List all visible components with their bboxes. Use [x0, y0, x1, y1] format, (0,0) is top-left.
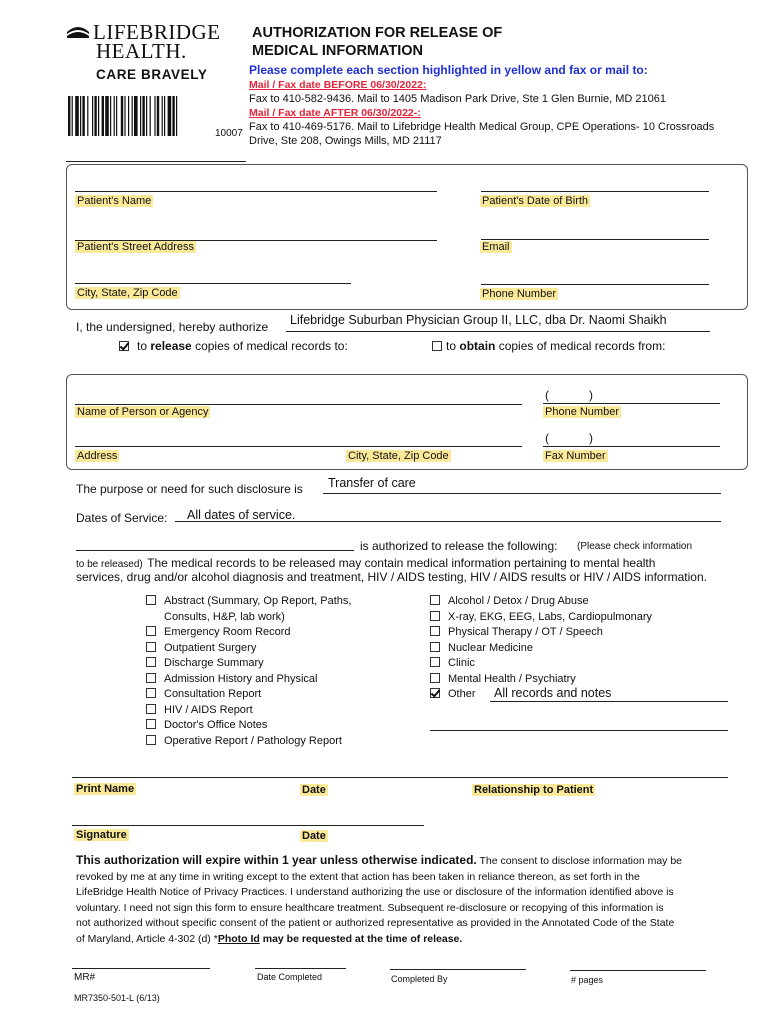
- legal-line3: LifeBridge Health Notice of Privacy Practices. I understand authorizing the use or disclosure of the information identified above is: [76, 886, 674, 898]
- after-date-address-1: Fax to 410-469-5176. Mail to Lifebridge Health Medical Group, CPE Operations- 10 Crossroads: [249, 121, 715, 133]
- mr-line: [72, 968, 210, 969]
- record-left-item[interactable]: [146, 595, 351, 611]
- record-left-label: Abstract (Summary, Op Report, Paths,: [164, 595, 352, 607]
- record-left-checkbox[interactable]: [146, 719, 156, 729]
- legal-line1: The consent to disclose information may be: [479, 855, 683, 867]
- other-line-2: [430, 730, 728, 731]
- obtain-checkbox[interactable]: [432, 341, 442, 351]
- obtain-option[interactable]: [432, 339, 665, 353]
- record-right-checkbox[interactable]: [430, 688, 440, 698]
- release-option[interactable]: [119, 339, 348, 353]
- record-right-item[interactable]: [430, 595, 652, 611]
- obtain-post: copies of medical records from:: [498, 339, 666, 353]
- barcode: [68, 96, 218, 136]
- date-label-2: Date: [302, 830, 326, 842]
- relationship-label: Relationship to Patient: [474, 784, 594, 796]
- record-left-label: Admission History and Physical: [164, 672, 318, 685]
- other-value[interactable]: All records and notes: [494, 686, 612, 700]
- lifebridge-logo-icon: [66, 23, 90, 39]
- date-label-1: Date: [302, 784, 326, 796]
- record-right-label: Nuclear Medicine: [448, 641, 533, 654]
- record-left-checkbox[interactable]: [146, 704, 156, 714]
- record-right-checkbox[interactable]: [430, 611, 440, 621]
- recipient-phone-label: Phone Number: [545, 406, 619, 418]
- logo: [66, 20, 226, 88]
- phone-paren-close: ): [589, 388, 593, 402]
- record-left-label: Operative Report / Pathology Report: [164, 734, 342, 747]
- release-sentence-2: services, drug and/or alcohol diagnosis and treatment, HIV / AIDS testing, HIV / AIDS results or HIV / AIDS information.: [76, 570, 707, 584]
- record-left-item[interactable]: [146, 626, 351, 642]
- patient-name-input[interactable]: [75, 191, 437, 192]
- print-name-label: Print Name: [76, 783, 135, 795]
- legal-line5: not authorized without specific consent of the patient or authorized representative as provided in the Annotated Code of the State: [76, 917, 675, 929]
- record-left-label: Doctor's Office Notes: [164, 719, 268, 731]
- purpose-value[interactable]: Transfer of care: [328, 476, 416, 490]
- logo-line1: LIFEBRIDGE: [93, 20, 221, 44]
- logo-divider: [66, 161, 246, 162]
- date-completed-label: Date Completed: [257, 972, 323, 982]
- completed-by-label: Completed By: [391, 974, 448, 984]
- legal-bold-lead: This authorization will expire within 1 year unless otherwise indicated.: [76, 853, 477, 867]
- signature-label: Signature: [76, 829, 127, 841]
- pages-line: [570, 970, 706, 971]
- patient-city-label: City, State, Zip Code: [77, 287, 178, 299]
- record-left-item[interactable]: [146, 657, 351, 673]
- record-left-checkbox[interactable]: [146, 657, 156, 667]
- patient-name-label: Patient's Name: [77, 195, 152, 207]
- recipient-address-label: Address: [77, 450, 118, 462]
- patient-phone-input[interactable]: [481, 284, 709, 285]
- release-post: copies of medical records to:: [195, 339, 348, 353]
- recipient-city-label: City, State, Zip Code: [348, 450, 449, 462]
- record-right-checkbox[interactable]: [430, 626, 440, 636]
- authorize-line: [286, 331, 710, 332]
- date-completed-line: [255, 968, 346, 969]
- record-left-item[interactable]: [146, 719, 351, 735]
- record-left-checkbox[interactable]: [146, 642, 156, 652]
- pages-label: # pages: [571, 975, 604, 985]
- signature-line[interactable]: [72, 825, 424, 826]
- record-right-checkbox[interactable]: [430, 595, 440, 605]
- barcode-number: 10007: [215, 128, 243, 139]
- record-right-item[interactable]: [430, 657, 652, 673]
- record-right-item[interactable]: [430, 626, 652, 642]
- patient-city-input[interactable]: [75, 283, 351, 284]
- recipient-name-input[interactable]: [75, 404, 522, 405]
- record-right-label: Clinic: [448, 657, 475, 669]
- legal-line2: revoked by me at any time in writing except to the extent that action has been taken in reliance thereon, as set forth in the: [76, 870, 640, 883]
- other-line-1: [490, 701, 728, 702]
- record-left-label: Outpatient Surgery: [164, 641, 257, 654]
- record-left-checkbox[interactable]: [146, 595, 156, 605]
- record-left-label: HIV / AIDS Report: [164, 703, 253, 716]
- purpose-label: The purpose or need for such disclosure is: [76, 482, 303, 496]
- recipient-phone-input[interactable]: [543, 403, 720, 404]
- barcode-icon: [68, 96, 216, 136]
- purpose-line: [323, 493, 721, 494]
- record-left-label: Consults, H&P, lab work): [164, 610, 285, 623]
- authorize-prefix: I, the undersigned, hereby authorize: [76, 320, 269, 334]
- dates-line: [175, 521, 721, 522]
- patient-street-label: Patient's Street Address: [77, 241, 195, 253]
- patient-dob-input[interactable]: [481, 191, 709, 192]
- record-right-label: Alcohol / Detox / Drug Abuse: [448, 595, 589, 607]
- record-right-item[interactable]: [430, 642, 652, 658]
- record-left-label: Discharge Summary: [164, 657, 264, 669]
- release-pre: to: [137, 339, 148, 353]
- logo-tagline: CARE BRAVELY: [96, 67, 208, 82]
- logo-line2: HEALTH.: [96, 39, 187, 63]
- check-info-text: (Please check information: [577, 541, 693, 552]
- record-right-checkbox[interactable]: [430, 673, 440, 683]
- record-right-label: Mental Health / Psychiatry: [448, 672, 576, 685]
- phone-paren-open: (: [545, 388, 549, 402]
- record-right-checkbox[interactable]: [430, 657, 440, 667]
- patient-email-label: Email: [482, 241, 510, 253]
- form-title-line1: AUTHORIZATION FOR RELEASE OF: [252, 25, 503, 41]
- record-left-item[interactable]: [146, 673, 351, 689]
- record-left-checkbox[interactable]: [146, 626, 156, 636]
- record-right-checkbox[interactable]: [430, 642, 440, 652]
- authorize-value[interactable]: Lifebridge Suburban Physician Group II, LLC, dba Dr. Naomi Shaikh: [290, 313, 667, 327]
- authorized-text: is authorized to release the following:: [360, 539, 558, 553]
- record-left-checkbox[interactable]: [146, 688, 156, 698]
- before-date-address: Fax to 410-582-9436. Mail to 1405 Madison Park Drive, Ste 1 Glen Burnie, MD 21061: [249, 93, 667, 105]
- record-left-label: Emergency Room Record: [164, 626, 291, 638]
- before-date-label: Mail / Fax date BEFORE 06/30/2022:: [249, 79, 427, 91]
- obtain-pre: to: [446, 339, 457, 353]
- release-checkbox[interactable]: [119, 341, 129, 351]
- fax-paren-close: ): [589, 431, 593, 445]
- recipient-fax-label: Fax Number: [545, 450, 606, 462]
- dates-value[interactable]: All dates of service.: [187, 508, 296, 522]
- form-code: MR7350-501-L (6/13): [74, 993, 160, 1003]
- form-title-line2: MEDICAL INFORMATION: [252, 43, 424, 59]
- release-bold: release: [150, 339, 192, 353]
- recipient-address-input[interactable]: [75, 446, 522, 447]
- dates-label: Dates of Service:: [76, 511, 168, 525]
- record-right-label: Other: [448, 688, 476, 700]
- completed-by-line: [390, 969, 526, 970]
- patient-dob-label: Patient's Date of Birth: [482, 195, 589, 207]
- record-left-checkbox[interactable]: [146, 735, 156, 745]
- obtain-bold: obtain: [459, 339, 496, 353]
- record-left-item: [146, 611, 351, 627]
- records-left-list: [146, 595, 351, 750]
- mr-label: MR#: [74, 972, 96, 983]
- photo-id-text: Photo Id: [217, 932, 260, 945]
- recipient-fax-input[interactable]: [543, 446, 720, 447]
- record-right-item[interactable]: [430, 611, 652, 627]
- after-date-address-2: Drive, Ste 208, Owings Mills, MD 21117: [249, 135, 442, 147]
- record-left-label: Consultation Report: [164, 688, 262, 700]
- patient-email-input[interactable]: [481, 239, 709, 240]
- legal-text: [76, 853, 746, 947]
- legal-line6: of Maryland, Article 4-302 (d) *: [76, 932, 218, 945]
- record-right-label: Physical Therapy / OT / Speech: [448, 626, 603, 638]
- record-left-item[interactable]: [146, 704, 351, 720]
- record-right-label: X-ray, EKG, EEG, Labs, Cardiopulmonary: [448, 610, 652, 623]
- record-left-checkbox[interactable]: [146, 673, 156, 683]
- record-left-item[interactable]: [146, 642, 351, 658]
- to-be-released-text: to be released): [76, 559, 143, 570]
- instruction-text: Please complete each section highlighted in yellow and fax or mail to:: [249, 63, 648, 77]
- released-by-input[interactable]: [76, 550, 354, 551]
- signature-top-line: [72, 777, 728, 778]
- after-date-label: Mail / Fax date AFTER 06/30/2022-:: [249, 107, 421, 119]
- release-sentence-1-text: The medical records to be released may contain medical information pertaining to mental health: [147, 556, 656, 570]
- record-left-item[interactable]: [146, 688, 351, 704]
- legal-line6-post: may be requested at the time of release.: [259, 932, 463, 945]
- patient-phone-label: Phone Number: [482, 288, 556, 300]
- fax-paren-open: (: [545, 431, 549, 445]
- record-left-item[interactable]: [146, 735, 351, 751]
- recipient-name-label: Name of Person or Agency: [77, 406, 209, 418]
- legal-line4: voluntary. I need not sign this form to ensure healthcare treatment. Subsequent re-disclosure or recopying of this information is: [76, 901, 664, 914]
